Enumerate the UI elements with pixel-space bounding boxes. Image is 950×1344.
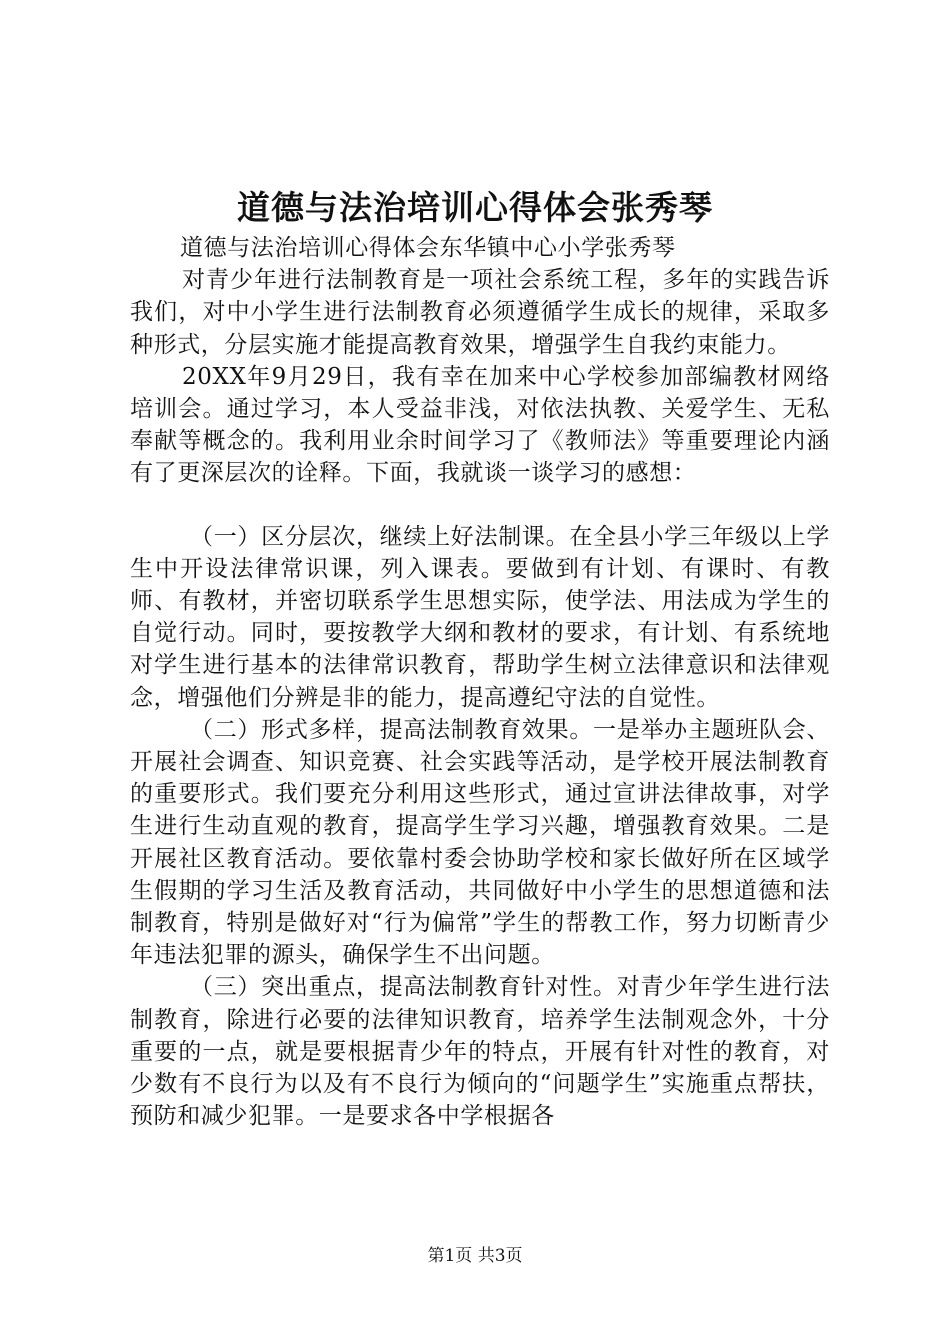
section-1-paragraph: （一）区分层次，继续上好法制课。在全县小学三年级以上学生中开设法律常识课，列入课表。要做到有计划、有课时、有教师、有教材，并密切联系学生思想实际，使学法、用法成为学生的自觉行动。同时，要按教学大纲和教材的要求，有计划、有系统地对学生进行基本的法律常识教育，帮助学生树立法律意识和法律观念，增强他们分辨是非的能力，提高遵纪守法的自觉性。 xyxy=(130,523,830,711)
page-footer: 第1页 共3页 xyxy=(427,1246,523,1266)
document-title: 道德与法治培训心得体会张秀琴 xyxy=(237,188,713,227)
section-3-paragraph: （三）突出重点，提高法制教育针对性。对青少年学生进行法制教育，除进行必要的法律知识教育，培养学生法制观念外，十分重要的一点，就是要根据青少年的特点，开展有针对性的教育，对少数有不良行为以及有不良行为倾向的“问题学生”实施重点帮扶，预防和减少犯罪。一是要求各中学根据各 xyxy=(130,974,830,1130)
author-line: 道德与法治培训心得体会东华镇中心小学张秀琴 xyxy=(180,235,676,261)
training-paragraph: 20XX年9月29日，我有幸在加来中心学校参加部编教材网络培训会。通过学习，本人受益非浅，对依法执教、关爱学生、无私奉献等概念的。我利用业余时间学习了《教师法》等重要理论内涵有了更深层次的诠释。下面，我就谈一谈学习的感想： xyxy=(130,363,830,487)
section-2-paragraph: （二）形式多样，提高法制教育效果。一是举办主题班队会、开展社会调查、知识竞赛、社会实践等活动，是学校开展法制教育的重要形式。我们要充分利用这些形式，通过宣讲法律故事，对学生进行生动直观的教育，提高学生学习兴趣，增强教育效果。二是开展社区教育活动。要依靠村委会协助学校和家长做好所在区域学生假期的学习生活及教育活动，共同做好中小学生的思想道德和法制教育，特别是做好对“行为偏常”学生的帮教工作，努力切断青少年违法犯罪的源头，确保学生不出问题。 xyxy=(130,716,830,969)
blank-line xyxy=(130,490,830,521)
intro-paragraph: 对青少年进行法制教育是一项社会系统工程，多年的实践告诉我们，对中小学生进行法制教育必须遵循学生成长的规律，采取多种形式，分层实施才能提高教育效果，增强学生自我约束能力。 xyxy=(130,267,830,358)
document-body xyxy=(130,232,830,1132)
